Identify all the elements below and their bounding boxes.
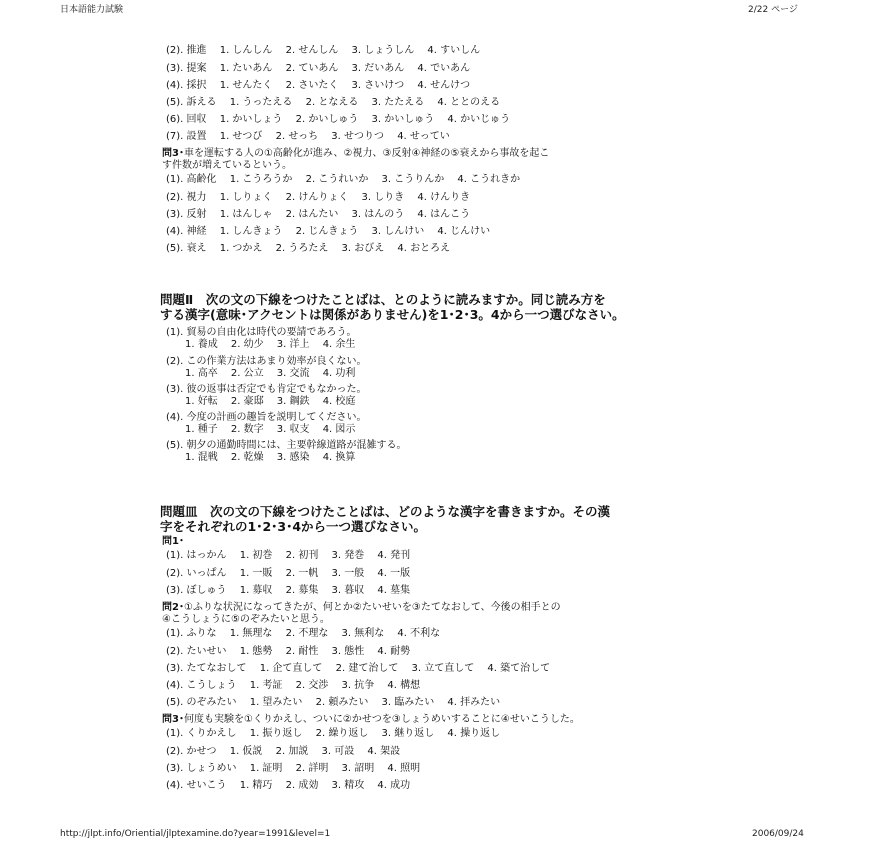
list-item: (7). 設置 1. せつび 2. せっち 3. せつりつ 4. せってい [166, 131, 450, 142]
list-item: (3). ぼしゅう 1. 募収 2. 募集 3. 暮収 4. 墓集 [166, 585, 411, 596]
answer-options: 1. 混戦 2. 乾燥 3. 感染 4. 換算 [185, 452, 356, 463]
list-item: (2). かせつ 1. 仮説 2. 加説 3. 可設 4. 架設 [166, 746, 401, 757]
page-header-title: 日本語能力試験 [60, 5, 124, 15]
question-label: 問1･ [162, 536, 184, 547]
question-sentence: (5). 朝夕の通勤時間には、主要幹線道路が混雑する。 [166, 440, 407, 451]
answer-options: 1. 高卒 2. 公立 3. 交流 4. 功利 [185, 368, 356, 379]
list-item: (1). 高齢化 1. こうろうか 2. こうれいか 3. こうりんか 4. こうれきか [166, 174, 521, 185]
list-item: (1). はっかん 1. 初巻 2. 初刊 3. 発巻 4. 発刊 [166, 550, 411, 561]
list-item: (6). 回収 1. かいしょう 2. かいしゅう 3. かいしゅう 4. かいじゅう [166, 114, 511, 125]
question-sentence: (1). 貿易の自由化は時代の要請であろう。 [166, 327, 357, 338]
list-item: (4). せいこう 1. 精巧 2. 成効 3. 精攻 4. 成功 [166, 780, 411, 791]
question-sentence: (2). この作業方法はあまり効率が良くない。 [166, 356, 367, 367]
list-item: (5). 訴える 1. うったえる 2. となえる 3. たたえる 4. ととのえる [166, 97, 501, 108]
list-item: (2). 推進 1. しんしん 2. せんしん 3. しょうしん 4. すいしん [166, 45, 481, 56]
section-heading: 問題Ⅱ 次の文の下線をつけたことばは、とのように読みますか。同じ読み方を [160, 292, 606, 307]
list-item: (3). しょうめい 1. 証明 2. 詳明 3. 詔明 4. 照明 [166, 763, 421, 774]
section-heading-continued: 字をそれぞれの1･2･3･4から一つ選びなさい。 [160, 519, 427, 534]
page-number: 2/22 ページ [748, 5, 798, 15]
list-item: (3). 反射 1. はんしゃ 2. はんたい 3. はんのう 4. はんこう [166, 209, 471, 220]
question-label: 問3･ [162, 714, 184, 725]
page-footer-date: 2006/09/24 [752, 829, 804, 839]
question-text: 何度も実験を①くりかえし、ついに②かせつを③しょうめいすることに④せいこうした。 [183, 714, 580, 725]
question-sentence: (3). 彼の返事は否定でも肯定でもなかった。 [166, 384, 367, 395]
question-prompt-continued: す件数が増えているという。 [162, 160, 292, 171]
section-heading-continued: する漢字(意味･アクセントは関係がありません)を1･2･3。4から一つ選びなさい。 [160, 307, 625, 322]
answer-options: 1. 好転 2. 豪邸 3. 鋼鉄 4. 校庭 [185, 396, 356, 407]
list-item: (5). のぞみたい 1. 望みたい 2. 頼みたい 3. 臨みたい 4. 拝みたい [166, 697, 501, 708]
list-item: (2). 視力 1. しりょく 2. けんりょく 3. しりき 4. けんりき [166, 192, 471, 203]
section-heading: 問題皿 次の文の下線をつけたことばは、どのような漢字を書きますか。その漢 [160, 504, 611, 519]
list-item: (2). いっぱん 1. 一販 2. 一帆 3. 一般 4. 一版 [166, 568, 411, 579]
list-item: (5). 衰え 1. つかえ 2. うろたえ 3. おびえ 4. おとろえ [166, 243, 451, 254]
question-text: 車を運転する人の①高齢化が進み、②視力、③反射④神経の⑤衰えから事故を起こ [183, 148, 550, 159]
list-item: (4). 神経 1. しんきょう 2. じんきょう 3. しんけい 4. じんけい [166, 226, 491, 237]
list-item: (4). 採択 1. せんたく 2. さいたく 3. さいけつ 4. せんけつ [166, 80, 471, 91]
answer-options: 1. 養成 2. 幼少 3. 洋上 4. 余生 [185, 339, 356, 350]
list-item: (3). たてなおして 1. 企て直して 2. 建て治して 3. 立て直して 4. 築て治して [166, 663, 551, 674]
question-sentence: (4). 今度の計画の趣旨を説明してください。 [166, 412, 367, 423]
question-label: 問3･ [162, 148, 184, 159]
page-footer-url: http://jlpt.info/Oriential/jlptexamine.do?year=1991&level=1 [60, 829, 331, 839]
list-item: (2). たいせい 1. 態勢 2. 耐性 3. 態性 4. 耐勢 [166, 646, 411, 657]
answer-options: 1. 種子 2. 数字 3. 収支 4. 図示 [185, 424, 356, 435]
question-prompt [162, 713, 580, 726]
list-item: (3). 提案 1. たいあん 2. ていあん 3. だいあん 4. でいあん [166, 63, 471, 74]
question-text: ①ふりな状況になってきたが、何とか②たいせいを③たてなおして、今後の相手との [183, 602, 561, 613]
question-prompt-continued: ④こうしょうに⑤のぞみたいと思う。 [162, 614, 330, 625]
question-label: 問2･ [162, 602, 184, 613]
list-item: (1). ふりな 1. 無理な 2. 不理な 3. 無利な 4. 不利な [166, 628, 441, 639]
list-item: (4). こうしょう 1. 考証 2. 交渉 3. 抗争 4. 構想 [166, 680, 421, 691]
list-item: (1). くりかえし 1. 振り返し 2. 繰り返し 3. 継り返し 4. 操り返し [166, 728, 501, 739]
